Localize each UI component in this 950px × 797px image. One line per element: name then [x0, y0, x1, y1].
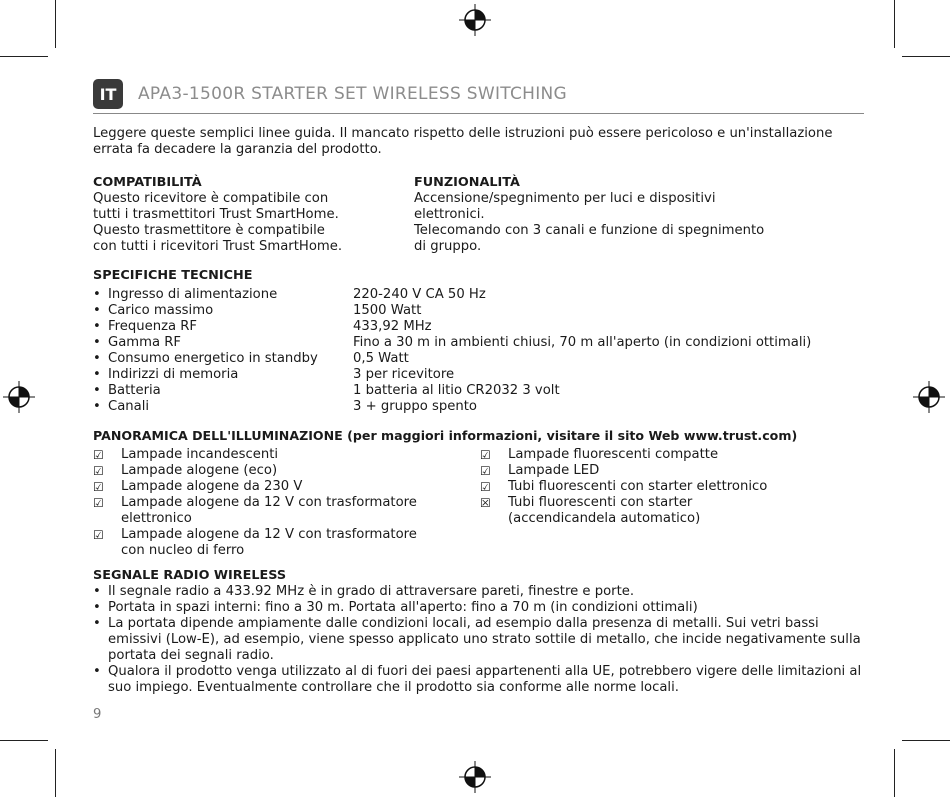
- spec-value: 220-240 V CA 50 Hz: [353, 287, 486, 302]
- bullet: •: [93, 383, 101, 398]
- checkbox-checked-icon: ☑: [480, 448, 491, 462]
- item-text: Lampade incandescenti: [121, 447, 279, 462]
- spec-row: [93, 367, 811, 383]
- product-title: APA3-1500R STARTER SET WIRELESS SWITCHING: [138, 84, 568, 104]
- bullet: •: [93, 584, 101, 599]
- functionality-line: elettronici.: [414, 207, 485, 222]
- crop-mark: [55, 749, 56, 797]
- spec-label: Carico massimo: [108, 303, 214, 318]
- page-number: 9: [93, 707, 102, 722]
- functionality-line: Telecomando con 3 canali e funzione di spegnimento: [414, 223, 765, 238]
- functionality-heading: FUNZIONALITÀ: [414, 175, 520, 190]
- crop-mark: [55, 0, 56, 48]
- list-item: [93, 495, 443, 527]
- spec-value: 1 batteria al litio CR2032 3 volt: [353, 383, 560, 398]
- checkbox-checked-icon: ☑: [480, 480, 491, 494]
- bullet: •: [93, 367, 101, 382]
- registration-mark-icon: [459, 761, 491, 793]
- lighting-left-list: [93, 447, 443, 559]
- spec-row: [93, 303, 811, 319]
- crop-mark: [894, 0, 895, 48]
- list-item: [480, 495, 820, 527]
- language-badge: IT: [93, 79, 123, 109]
- checkbox-crossed-icon: ☒: [480, 496, 491, 510]
- spec-label: Indirizzi di memoria: [108, 367, 239, 382]
- list-item: [480, 463, 820, 479]
- spec-row: [93, 399, 811, 415]
- specs-heading: SPECIFICHE TECNICHE: [93, 268, 253, 283]
- compatibility-line: Questo trasmettitore è compatibile: [93, 223, 325, 238]
- spec-value: Fino a 30 m in ambienti chiusi, 70 m all'aperto (in condizioni ottimali): [353, 335, 812, 350]
- list-item: [480, 479, 820, 495]
- registration-mark-icon: [913, 381, 945, 413]
- spec-row: [93, 351, 811, 367]
- spec-label: Ingresso di alimentazione: [108, 287, 278, 302]
- bullet: •: [93, 287, 101, 302]
- lighting-heading: PANORAMICA DELL'ILLUMINAZIONE (per maggiori informazioni, visitare il sito Web www.trust.com): [93, 428, 798, 443]
- item-text: Lampade alogene da 12 V con trasformatore: [121, 527, 417, 542]
- bullet: •: [93, 600, 101, 615]
- checkbox-checked-icon: ☑: [480, 464, 491, 478]
- functionality-line: Accensione/spegnimento per luci e dispositivi: [414, 191, 716, 206]
- radio-list: [93, 584, 863, 696]
- bullet: •: [93, 319, 101, 334]
- list-item: [93, 664, 863, 696]
- spec-value: 0,5 Watt: [353, 351, 409, 366]
- list-item: [93, 527, 443, 559]
- bullet: •: [93, 351, 101, 366]
- bullet: •: [93, 399, 101, 414]
- bullet: •: [93, 616, 101, 631]
- item-text: Portata in spazi interni: fino a 30 m. Portata all'aperto: fino a 70 m (in condizioni ottimali): [108, 600, 698, 615]
- checkbox-checked-icon: ☑: [93, 528, 104, 542]
- spec-value: 3 + gruppo spento: [353, 399, 477, 414]
- compatibility-line: tutti i trasmettitori Trust SmartHome.: [93, 207, 339, 222]
- item-text: elettronico: [121, 511, 192, 526]
- list-item: [93, 463, 443, 479]
- list-item: [93, 600, 863, 616]
- list-item: [93, 447, 443, 463]
- item-text: Qualora il prodotto venga utilizzato al di fuori dei paesi appartenenti alla UE, potrebbero vigere delle limitazioni al suo impiego. Eventualmente controllare che il prodotto sia conforme alle norme locali.: [108, 664, 862, 695]
- page-header: [93, 79, 567, 109]
- spec-row: [93, 287, 811, 303]
- spec-value: 433,92 MHz: [353, 319, 432, 334]
- list-item: [480, 447, 820, 463]
- spec-row: [93, 319, 811, 335]
- checkbox-checked-icon: ☑: [93, 464, 104, 478]
- crop-mark: [894, 749, 895, 797]
- item-text: La portata dipende ampiamente dalle condizioni locali, ad esempio dalla presenza di metalli. Sui vetri bassi emissivi (Low-E), ad esempio, viene spesso applicato uno strato sottile di metallo, che incide negativamente sulla portata dei segnali radio.: [108, 616, 861, 663]
- functionality-line: di gruppo.: [414, 239, 482, 254]
- spec-label: Canali: [108, 399, 150, 414]
- compatibility-line: Questo ricevitore è compatibile con: [93, 191, 329, 206]
- registration-mark-icon: [459, 4, 491, 36]
- item-text: Lampade alogene (eco): [121, 463, 278, 478]
- checkbox-checked-icon: ☑: [93, 480, 104, 494]
- crop-mark: [902, 740, 950, 741]
- compatibility-section: [93, 175, 393, 255]
- crop-mark: [0, 56, 48, 57]
- bullet: •: [93, 664, 101, 679]
- functionality-section: [414, 175, 854, 255]
- item-text: con nucleo di ferro: [121, 543, 245, 558]
- compatibility-heading: COMPATIBILITÀ: [93, 175, 202, 190]
- item-text: Tubi fluorescenti con starter elettronico: [508, 479, 768, 494]
- radio-heading: SEGNALE RADIO WIRELESS: [93, 568, 287, 583]
- crop-mark: [902, 56, 950, 57]
- list-item: [93, 584, 863, 600]
- item-text: Il segnale radio a 433.92 MHz è in grado di attraversare pareti, finestre e porte.: [108, 584, 635, 599]
- item-text: Lampade alogene da 230 V: [121, 479, 303, 494]
- spec-label: Consumo energetico in standby: [108, 351, 318, 366]
- spec-row: [93, 383, 811, 399]
- spec-label: Batteria: [108, 383, 161, 398]
- list-item: [93, 479, 443, 495]
- intro-paragraph: Leggere queste semplici linee guida. Il mancato rispetto delle istruzioni può essere pericoloso e un'installazione errata fa decadere la garanzia del prodotto.: [93, 126, 833, 157]
- spec-label: Gamma RF: [108, 335, 182, 350]
- header-divider: [93, 113, 864, 114]
- spec-value: 1500 Watt: [353, 303, 422, 318]
- checkbox-checked-icon: ☑: [93, 448, 104, 462]
- item-text: Lampade alogene da 12 V con trasformatore: [121, 495, 417, 510]
- bullet: •: [93, 335, 101, 350]
- checkbox-checked-icon: ☑: [93, 496, 104, 510]
- specs-list: [93, 287, 811, 415]
- item-text: Lampade fluorescenti compatte: [508, 447, 719, 462]
- item-text: Lampade LED: [508, 463, 600, 478]
- bullet: •: [93, 303, 101, 318]
- compatibility-line: con tutti i ricevitori Trust SmartHome.: [93, 239, 343, 254]
- spec-label: Frequenza RF: [108, 319, 198, 334]
- spec-row: [93, 335, 811, 351]
- list-item: [93, 616, 863, 664]
- registration-mark-icon: [3, 381, 35, 413]
- spec-value: 3 per ricevitore: [353, 367, 455, 382]
- lighting-right-list: [480, 447, 820, 527]
- item-text: Tubi fluorescenti con starter: [508, 495, 693, 510]
- crop-mark: [0, 740, 48, 741]
- item-text: (accendicandela automatico): [508, 511, 701, 526]
